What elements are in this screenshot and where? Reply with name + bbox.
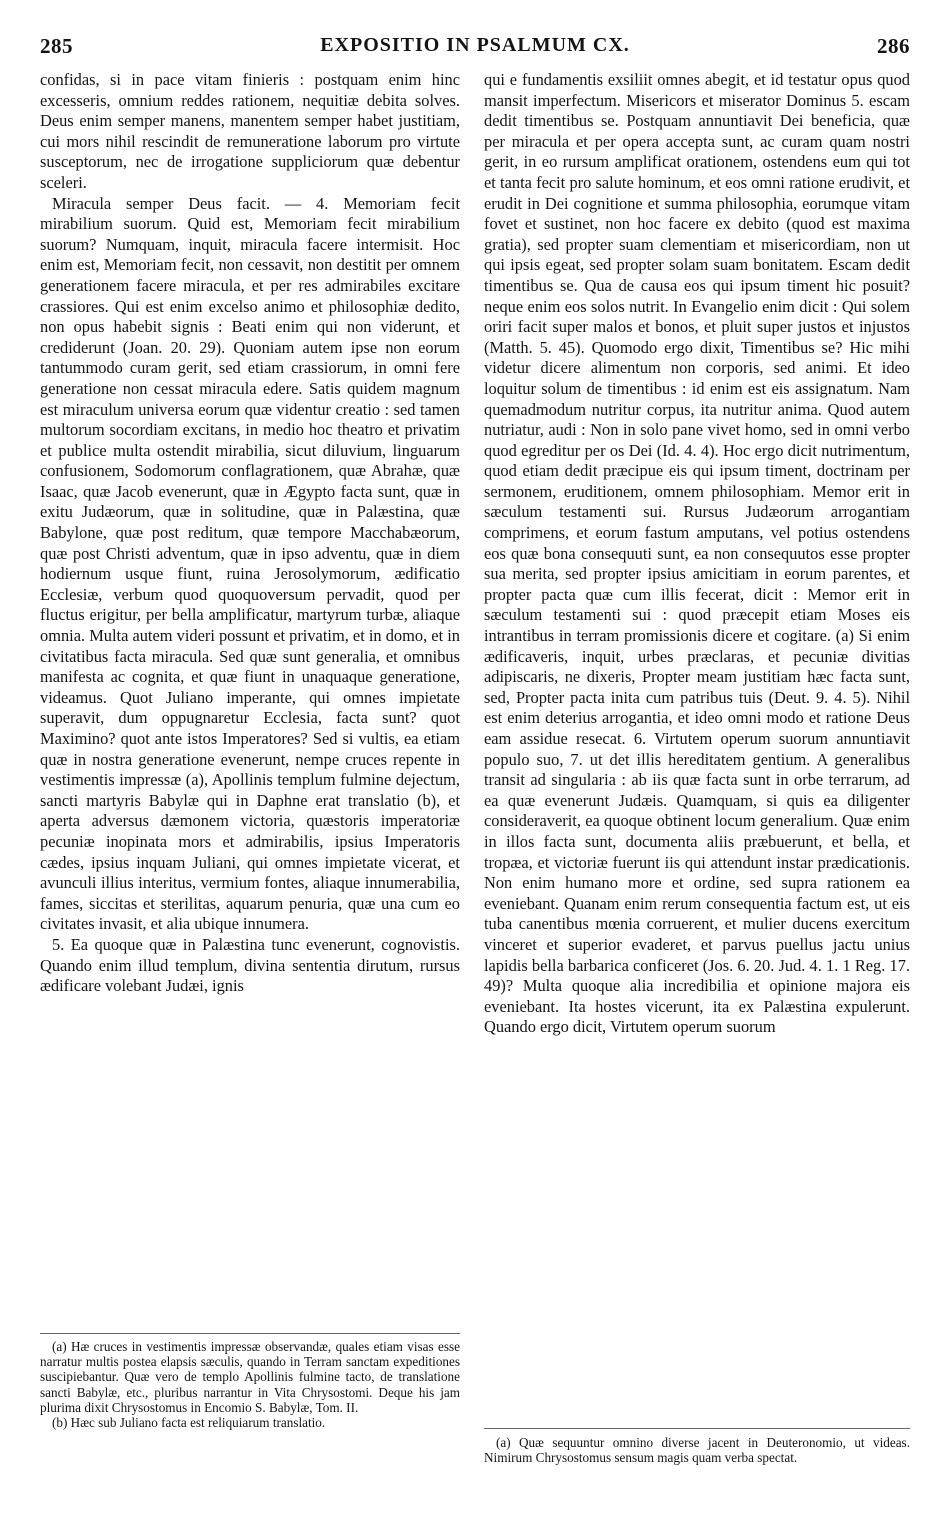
- page-number-left: 285: [40, 34, 73, 58]
- running-title: EXPOSITIO IN PSALMUM CX.: [320, 34, 630, 56]
- footnote-divider-right: [484, 1428, 910, 1429]
- right-paragraph-1: qui e fundamentis exsiliit omnes abegit, et id testatur opus quod mansit imperfectum. Misericors et miserator Dominus 5. escam dedit timentibus se. Postquam annuntiavit Dei beneficia, quæ per miracula et per opera accepta sunt, ac curam quam nostri gerit, in eo rursum amplificat orationem, ostendens eum qui tot et tanta fecit pro salute hominum, et eos omni ratione erudivit, et erudit in Dei cognitione et summa philosophia, eorumque vitam fovet et sustinet, non hoc facere ex debito (quod est maxima gratia), sed propter suam clementiam et misericordiam, non ut qui ipsis egeat, sed propter solam suam bonitatem. Escam dedit timentibus se. Qua de causa eos qui ipsum timent hic posuit? neque enim eos solos nutrit. In Evangelio enim dicit : Qui solem oriri facit super malos et bonos, et pluit super justos et injustos (Matth. 5. 45). Quomodo ergo dixit, Timentibus se? Hic mihi videtur dicere alimentum non corporis, sed animi. Et ideo loquitur solum de timentibus : id enim est eis assignatum. Nam quemadmodum nutritur corpus, ita nutritur anima. Quod autem nutriatur, audi : Non in solo pane vivet homo, sed in omni verbo quod egreditur per os Dei (Id. 4. 4). Hoc ergo dicit nutrimentum, quod etiam dedit præcipue eis qui ipsum timent, doctrinam per sermonem, eruditionem, omnem philosophiam. Memor erit in sæculum testamenti sui. Rursus Judæorum arrogantiam comprimens, et eorum fastum amputans, vel potius ostendens eos quæ bona consequuti sunt, ea non consequutos esse propter sua merita, sed propter ipsius amicitiam in eorum parentes, et propter pacta quæ cum illis fecerat, dicit : Memor erit in sæculum testamenti sui : quod præcepit etiam Moses eis intrantibus in terram promissionis dicere et cogitare. (a) Si enim ædificaveris, inquit, urbes præclaras, et pecuniæ divitias adipiscaris, ne dixeris, Propter meam justitiam hæc facta sunt, sed, Propter pacta inita cum patribus tuis (Deut. 9. 4. 5). Nihil est enim deterius arrogantia, et ideo omni modo et ratione Deus eam assidue resecat. 6. Virtutem operum suorum annuntiavit populo suo, 7. ut det illis hereditatem gentium. A generalibus transit ad singularia : ab iis quæ facta sunt in orbe terrarum, ad ea quæ evenerunt Judæis. Quamquam, si quis ea diligenter consideraverit, ea quoque obtinent locum generalium. Quæ enim in illos facta sunt, documenta aliis præbuerunt, et bella, et tropæa, et victoriæ fuerunt iis qui attendunt instar prædicationis. Non enim humano more et ordine, sed supra rationem ea eveniebant. Quanam enim rerum consequentia factum est, ut eis tuba canentibus mœnia corruerent, et mulier ducens exercitum vinceret et superior evaderet, et parvus puellus jactu unius lapidis bella barbarica conficeret (Jos. 6. 20. Jud. 4. 1. 1 Reg. 17. 49)? Multa quoque alia incredibilia et opinione majora eis eveniebant. Ita hostes vicerunt, ita ex Palæstina expulerunt. Quando ergo dicit, Virtutem operum suorum: [484, 70, 910, 1037]
- left-paragraph-1: confidas, si in pace vitam finieris : postquam enim hinc excesseris, omnium reddes rationem, nequitiæ debita solves. Deus enim semper manens, manentem semper habet justitiam, cui mors nihil rescindit de remuneratione laborum pro virtute susceptorum, nec de irrogatione suppliciorum quæ debentur sceleri.: [40, 70, 460, 192]
- left-paragraph-2: Miracula semper Deus facit. — 4. Memoriam fecit mirabilium suorum. Quid est, Memoriam fecit mirabilium suorum? Numquam, inquit, miracula facere intermisit. Hoc enim est, Memoriam fecit, non cessavit, non destitit per omnem generationem facere miracula, et per res admirabiles excitare crassiores. Qui est enim excelso animo et philosophiæ dedito, non opus habebit signis : Beati enim qui non viderunt, et crediderunt (Joan. 20. 29). Quoniam autem ipse non eorum tantummodo curam gerit, sed etiam crassiorum, in omni fere generatione non cessat miracula edere. Satis quidem magnum est miraculum universa eorum quæ videntur creatio : sed tamen multorum socordiam excitans, in medio hoc theatro et privatim et publice multa ostendit mirabilia, sicut diluvium, linguarum confusionem, Sodomorum conflagrationem, quæ Abrahæ, quæ Isaac, quæ Jacob evenerunt, quæ in Ægypto facta sunt, quæ in exitu Judæorum, quæ in solitudine, quæ in Palæstina, quæ Babylone, quæ post reditum, quæ tempore Macchabæorum, quæ post Christi adventum, quæ in ipso adventu, quæ in diem hodiernum usque fiunt, ruina Jerosolymorum, ædificatio Ecclesiæ, verbum quod quoquoversum pervadit, quod per fluctus erigitur, per bella amplificatur, martyrum turbæ, aliaque omnia. Multa autem videri possunt et privatim, et in domo, et in civitatibus facta miracula. Sed quæ sunt generalia, et omnibus manifesta ac cognita, et quæ fiunt in unaquaque generatione, videamus. Quot Juliano imperante, qui omnes impietate superavit, dum oppugnaretur Ecclesia, facta sunt? quot Maximino? quot ante istos Imperatores? Sed si vultis, ea etiam quæ in nostra generatione evenerunt, nempe cruces repente in vestimentis impressæ (a), Apollinis templum fulmine dejectum, sancti martyris Babylæ qui in Daphne erat translatio (b), et aperta adversus dæmonem victoria, quæstoris imperatoriæ pecuniæ inopinata mors et admirabilis, ipsius Imperatoris cædes, ipsius inquam Juliani, qui omnes impietate vicerat, et avunculi illius interitus, vermium fontes, aliaque innumerabilia, fames, siccitas et sterilitas, aquarum penuria, quæ una cum eo civitates invasit, et alia ubique innumera.: [40, 193, 460, 934]
- left-column: [40, 70, 460, 997]
- right-column: [484, 70, 910, 1038]
- page-header: [34, 34, 916, 64]
- footnote-divider-left: [40, 1333, 460, 1334]
- footnote-a-left: (a) Hæ cruces in vestimentis impressæ observandæ, quales etiam visas esse narratur multis postea elapsis sæculis, quando in Terram sanctam expeditiones suscipiebantur. Quæ vero de templo Apollinis fulmine tacto, de translatione sancti Babylæ, etc., pluribus narrantur in Vita Chrysostomi. Deque his jam plurima dixit Chrysostomus in Encomio S. Babylæ, Tom. II.: [40, 1339, 460, 1415]
- footnote-b-left: (b) Hæc sub Juliano facta est reliquiarum translatio.: [52, 1415, 326, 1431]
- page-number-right: 286: [877, 34, 910, 58]
- left-paragraph-3: 5. Ea quoque quæ in Palæstina tunc evenerunt, cognovistis. Quando enim illud templum, divina sententia dirutum, rursus ædificare volebant Judæi, ignis: [40, 934, 460, 996]
- footnotes-right: [484, 1435, 910, 1465]
- footnotes-left: [40, 1339, 460, 1430]
- footnote-a-right: (a) Quæ sequuntur omnino diverse jacent in Deuteronomio, ut videas. Nimirum Chrysostomus sensum magis quam verba spectat.: [484, 1435, 910, 1466]
